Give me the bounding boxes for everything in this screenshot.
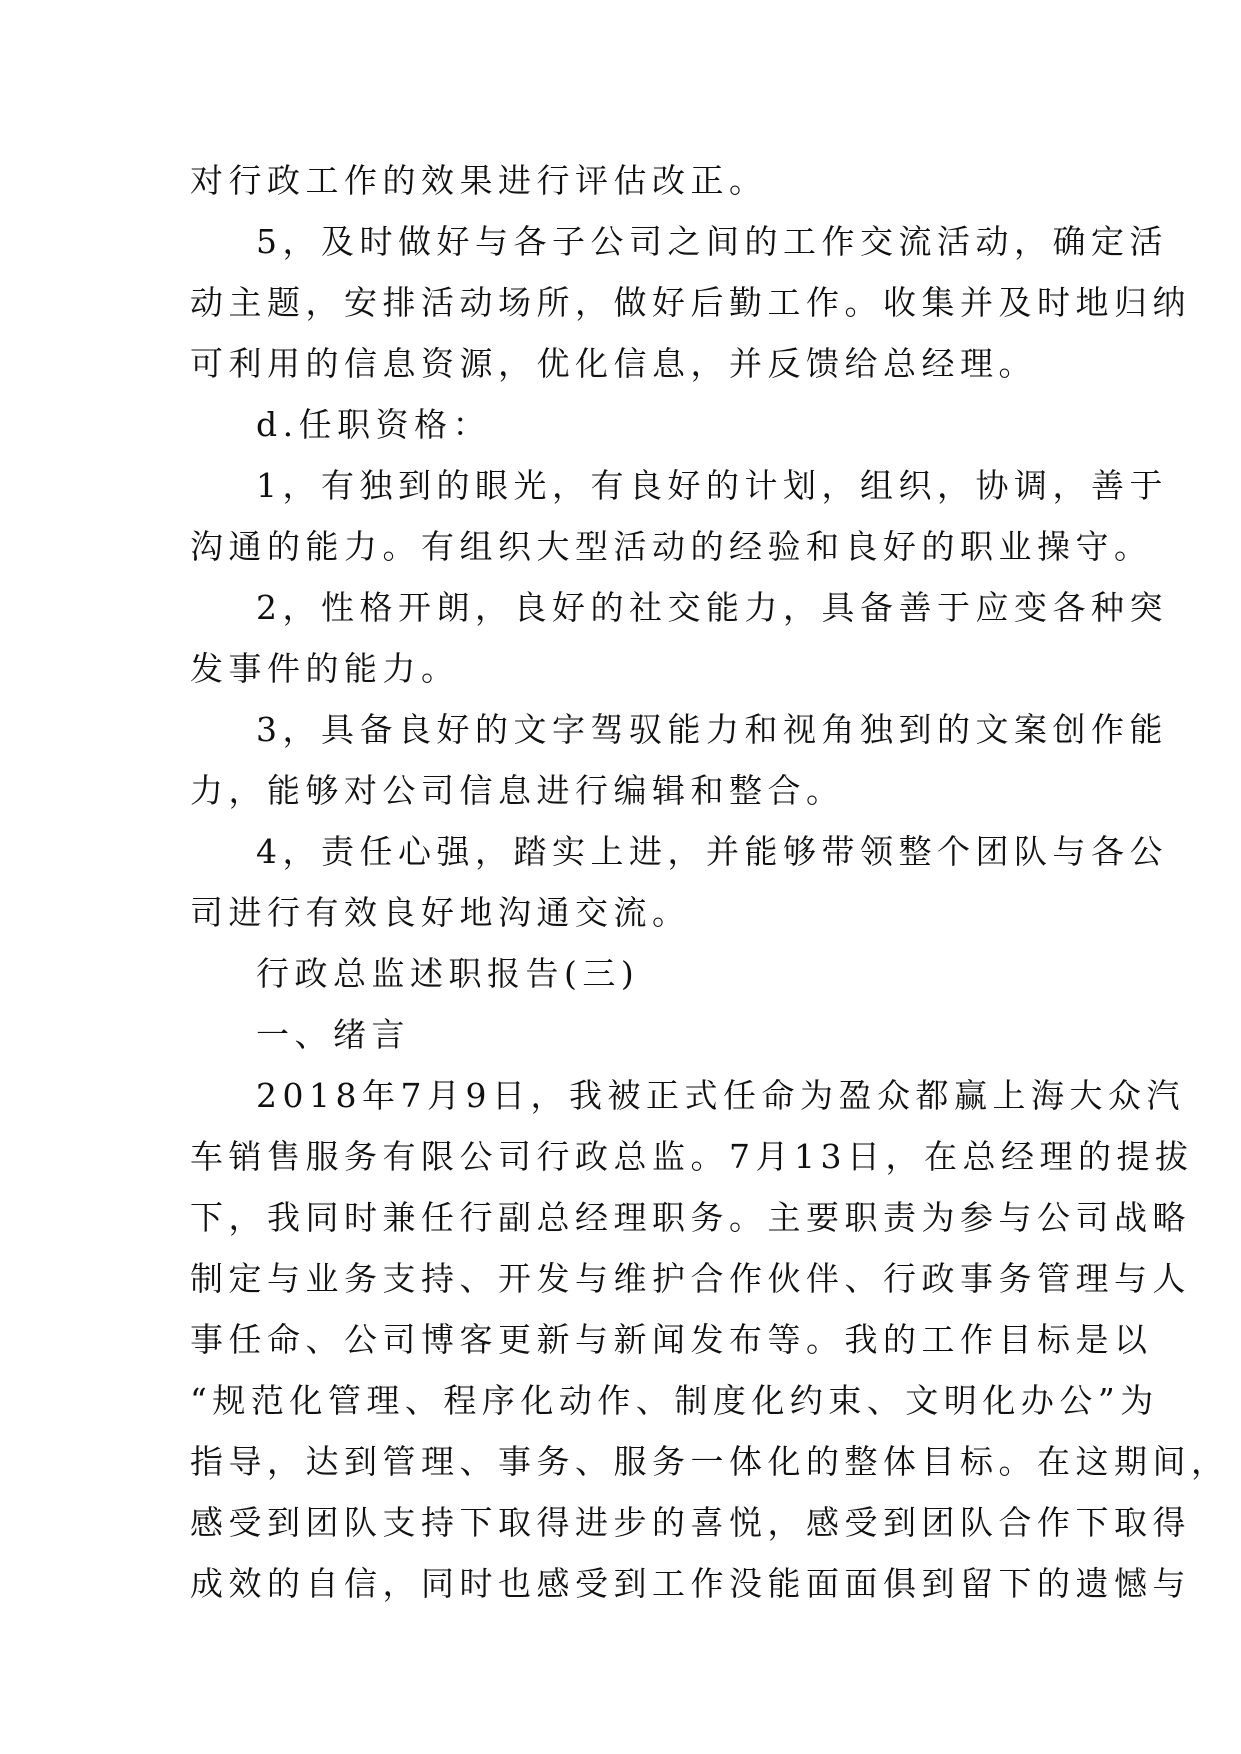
text-line: d.任职资格： (256, 405, 492, 444)
text-line: 感受到团队支持下取得进步的喜悦，感受到团队合作下取得 (190, 1503, 1191, 1542)
text-line: 下，我同时兼任行副总经理职务。主要职责为参与公司战略 (190, 1198, 1191, 1237)
section-heading: 行政总监述职报告(三) (256, 954, 640, 993)
body-text (190, 150, 1230, 1614)
text-line: “规范化管理、程序化动作、制度化约束、文明化办公”为 (190, 1381, 1159, 1420)
text-line: 4，责任心强，踏实上进，并能够带领整个团队与各公 (256, 832, 1168, 871)
text-line: 制定与业务支持、开发与维护合作伙伴、行政事务管理与人 (190, 1259, 1191, 1298)
text-line: 力，能够对公司信息进行编辑和整合。 (190, 771, 845, 810)
text-line: 司进行有效良好地沟通交流。 (190, 893, 691, 932)
text-line: 动主题，安排活动场所，做好后勤工作。收集并及时地归纳 (190, 283, 1191, 322)
text-line: 指导，达到管理、事务、服务一体化的整体目标。在这期间， (190, 1442, 1230, 1481)
text-line: 发事件的能力。 (190, 649, 460, 688)
text-line: 3，具备良好的文字驾驭能力和视角独到的文案创作能 (256, 710, 1168, 749)
text-line: 2018年7月9日，我被正式任命为盈众都赢上海大众汽 (256, 1076, 1185, 1115)
text-line: 事任命、公司博客更新与新闻发布等。我的工作目标是以 (190, 1320, 1153, 1359)
subsection-heading: 一、绪言 (256, 1015, 410, 1054)
text-line: 成效的自信，同时也感受到工作没能面面俱到留下的遗憾与 (190, 1564, 1191, 1603)
text-line: 对行政工作的效果进行评估改正。 (190, 161, 768, 200)
text-line: 2，性格开朗，良好的社交能力，具备善于应变各种突 (256, 588, 1168, 627)
text-line: 车销售服务有限公司行政总监。7月13日，在总经理的提拔 (190, 1137, 1194, 1176)
text-line: 可利用的信息资源，优化信息，并反馈给总经理。 (190, 344, 1037, 383)
text-line: 5，及时做好与各子公司之间的工作交流活动，确定活 (256, 222, 1168, 261)
text-line: 沟通的能力。有组织大型活动的经验和良好的职业操守。 (190, 527, 1153, 566)
text-line: 1，有独到的眼光，有良好的计划，组织，协调，善于 (256, 466, 1168, 505)
